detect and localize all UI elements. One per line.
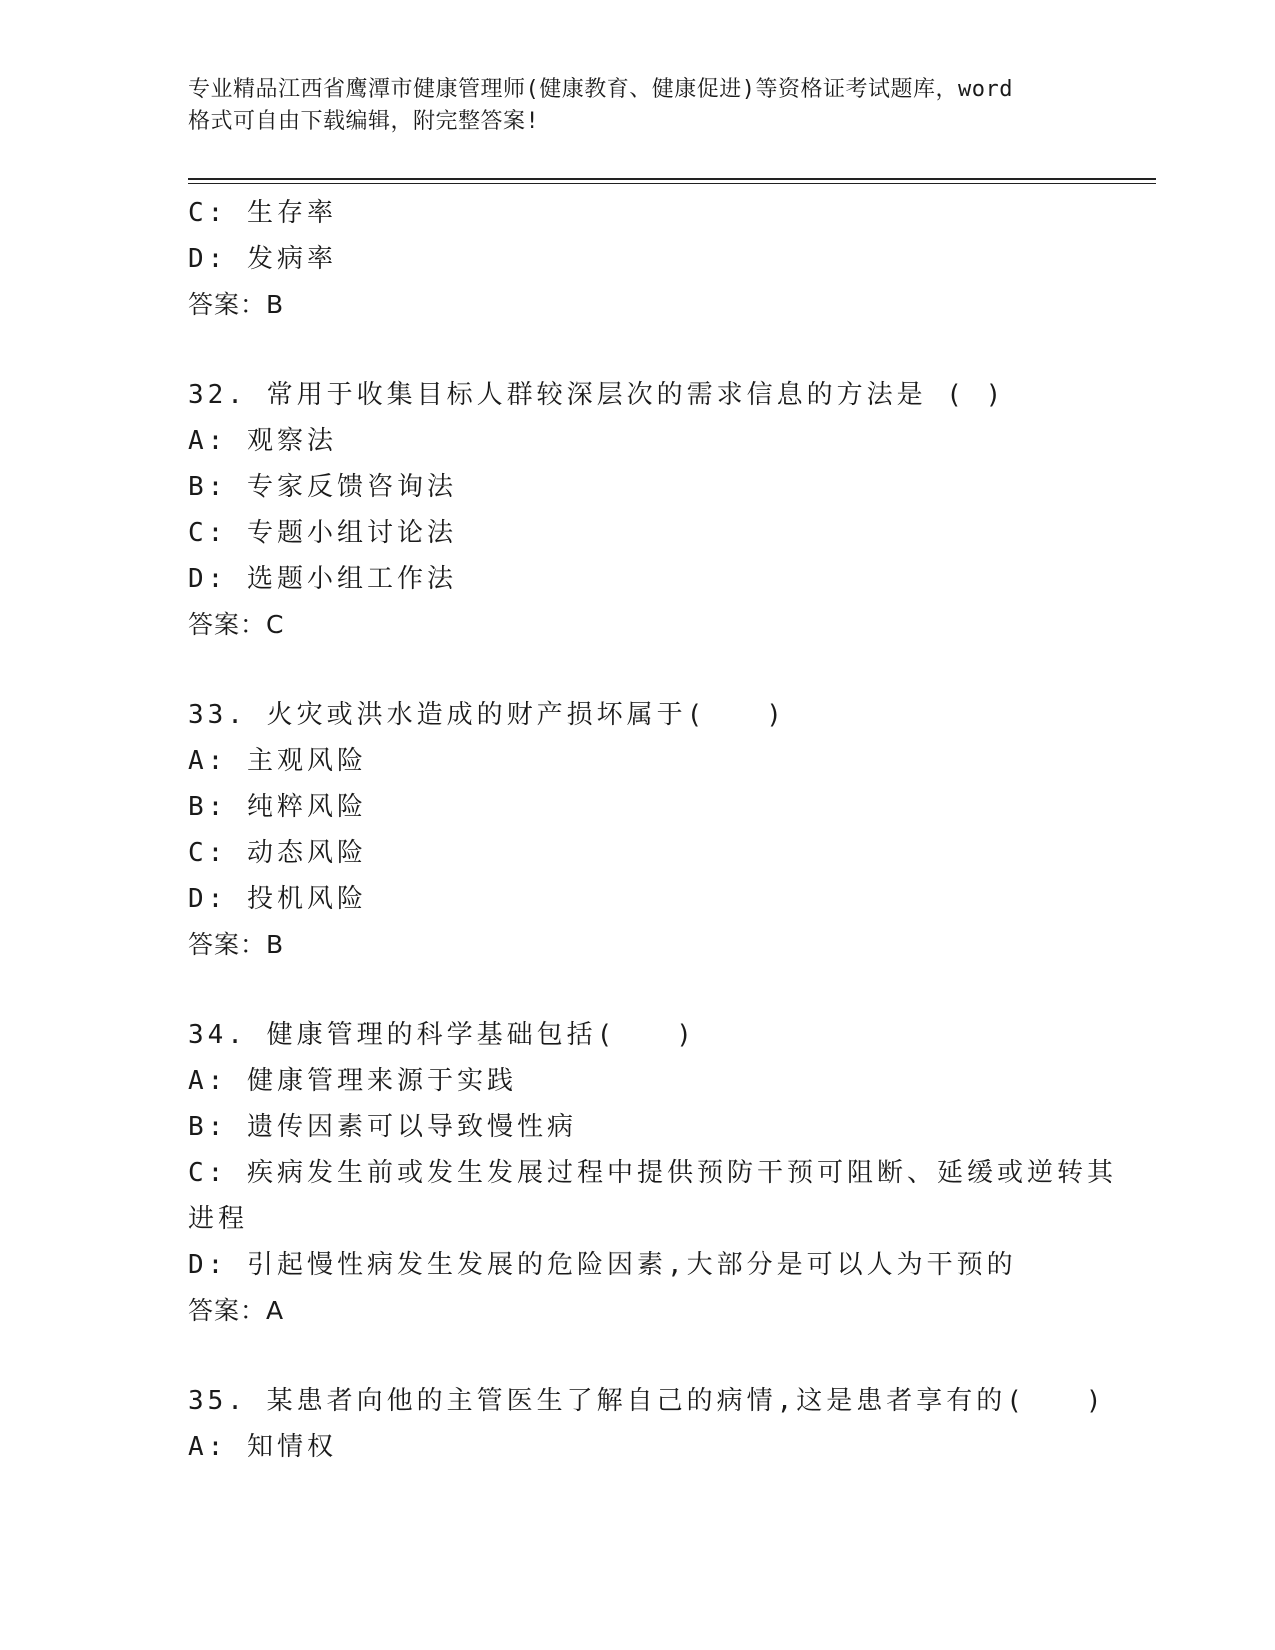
option-c: C: 生存率: [188, 198, 337, 228]
question-block-33: [188, 692, 1088, 968]
answer-label: 答案：B: [188, 930, 285, 959]
page-header: [188, 74, 1088, 138]
option-a: A: 知情权: [188, 1432, 337, 1462]
option-c: C: 动态风险: [188, 838, 367, 868]
question-stem: 32. 常用于收集目标人群较深层次的需求信息的方法是 ( ): [188, 380, 1006, 410]
option-a: A: 主观风险: [188, 746, 367, 776]
option-d: D: 发病率: [188, 244, 337, 274]
answer-label: 答案：C: [188, 610, 285, 639]
option-b: B: 专家反馈咨询法: [188, 472, 457, 502]
header-line-2: 格式可自由下载编辑，附完整答案!: [188, 109, 540, 134]
option-d: D: 选题小组工作法: [188, 564, 457, 594]
question-block-34: [188, 1012, 1117, 1334]
question-stem: 33. 火灾或洪水造成的财产损坏属于( ): [188, 700, 786, 730]
spacer: [188, 1334, 1088, 1378]
option-c: C: 疾病发生前或发生发展过程中提供预防干预可阻断、延缓或逆转其: [188, 1158, 1117, 1188]
option-d: D: 引起慢性病发生发展的危险因素,大部分是可以人为干预的: [188, 1250, 1017, 1280]
option-c: C: 专题小组讨论法: [188, 518, 457, 548]
header-line-1: 专业精品江西省鹰潭市健康管理师(健康教育、健康促进)等资格证考试题库，word: [188, 77, 1013, 102]
option-d: D: 投机风险: [188, 884, 367, 914]
option-b: B: 纯粹风险: [188, 792, 367, 822]
question-block-35: [188, 1378, 1106, 1470]
option-a: A: 健康管理来源于实践: [188, 1066, 517, 1096]
header-divider-thin: [188, 183, 1156, 184]
spacer: [188, 328, 1088, 372]
question-list: [188, 190, 1117, 1470]
spacer: [188, 968, 1088, 1012]
question-stem: 34. 健康管理的科学基础包括( ): [188, 1020, 696, 1050]
answer-label: 答案：A: [188, 1296, 285, 1325]
answer-label: 答案：B: [188, 290, 285, 319]
question-stem: 35. 某患者向他的主管医生了解自己的病情,这是患者享有的( ): [188, 1386, 1106, 1416]
option-b: B: 遗传因素可以导致慢性病: [188, 1112, 577, 1142]
header-divider-thick: [188, 178, 1156, 180]
question-block-31: [188, 190, 1088, 328]
option-a: A: 观察法: [188, 426, 337, 456]
option-c-continued: 进程: [188, 1204, 249, 1234]
spacer: [188, 648, 1088, 692]
question-block-32: [188, 372, 1088, 648]
